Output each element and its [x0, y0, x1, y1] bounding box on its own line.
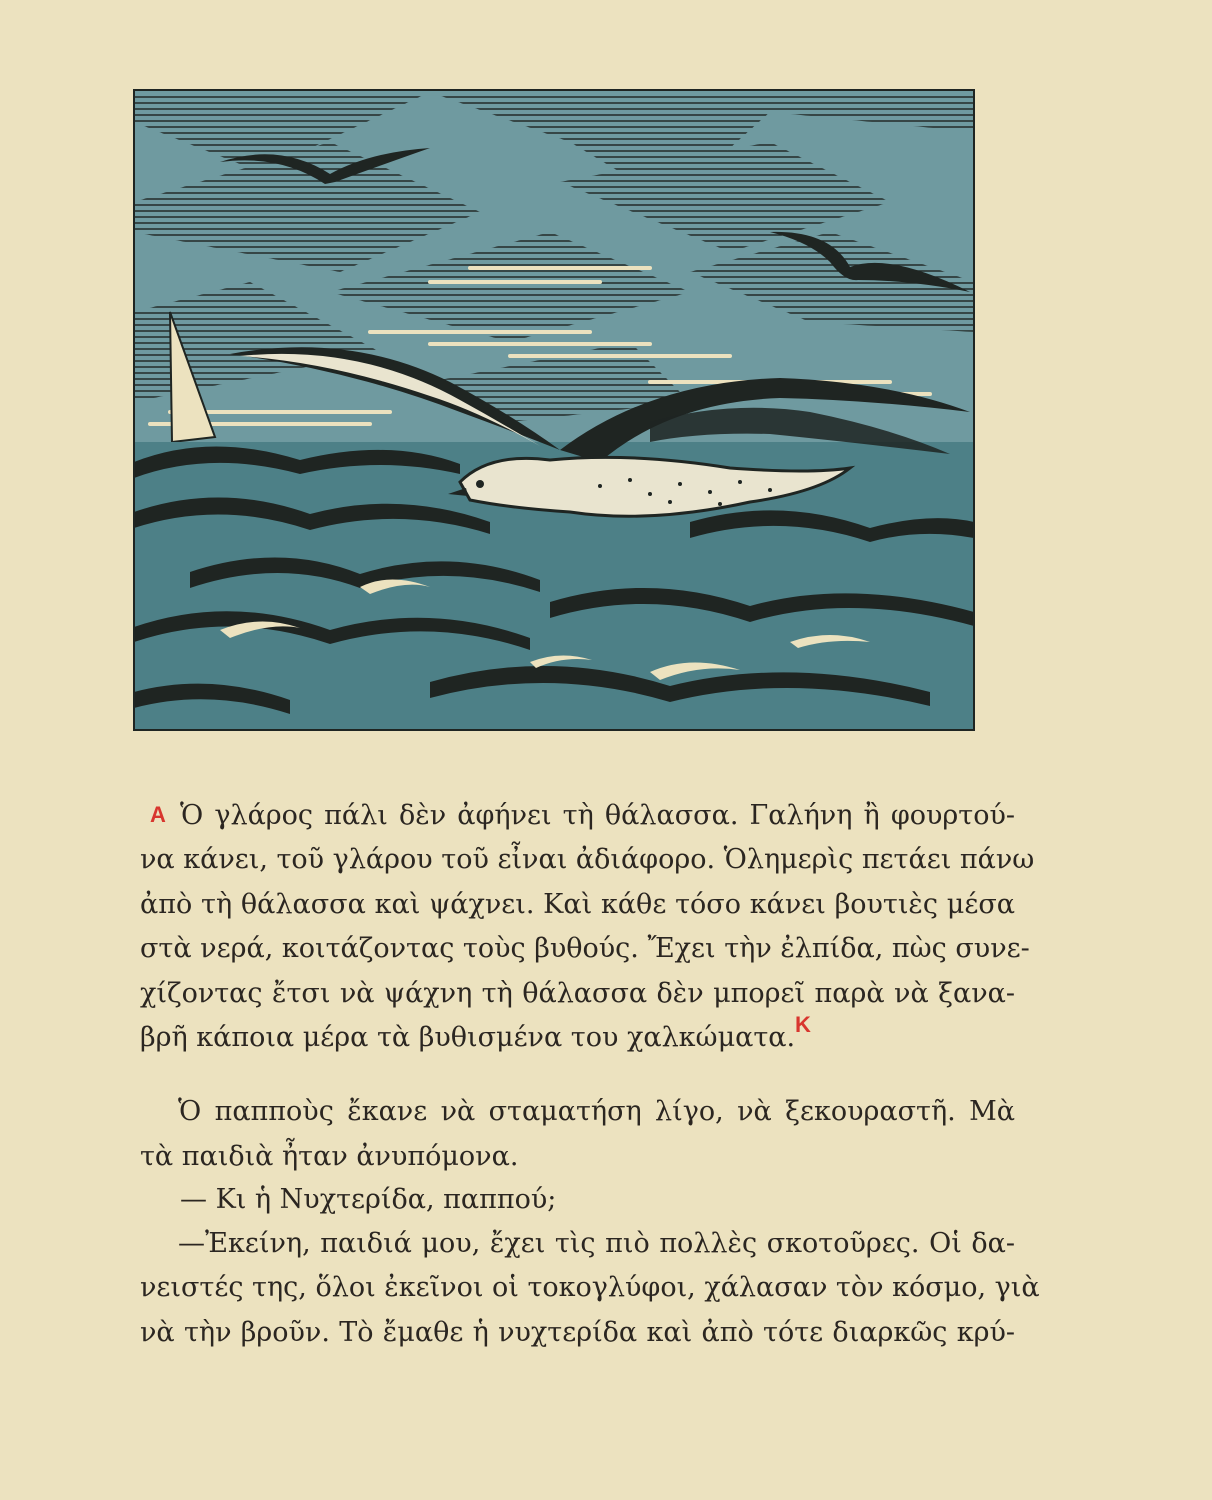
- dialogue-text: — Κι ἡ Νυχτερίδα, παππού;: [180, 1184, 557, 1215]
- text-line: βρῆ κάποια μέρα τὰ βυθισμένα του χαλκώματα.: [140, 1022, 796, 1053]
- paragraph-bat: [140, 1266, 1040, 1355]
- text-line: να κάνει, τοῦ γλάρου τοῦ εἶναι ἀδιάφορο. Ὁλημερὶς πετάει πάνω: [140, 844, 1035, 875]
- text-line: Ὁ παπποὺς ἔκανε νὰ σταματήση λίγο, νὰ ξεκουραστῆ. Μὰ: [178, 1096, 1015, 1127]
- text-line: χίζοντας ἔτσι νὰ ψάχνη τὴ θάλασσα δὲν μπορεῖ παρὰ νὰ ξανα-: [140, 977, 1015, 1009]
- text-line: —Ἐκείνη, παιδιά μου, ἔχει τὶς πιὸ πολλὲς σκοτοῦρες. Οἱ δα-: [178, 1228, 1015, 1259]
- dialogue-question: [180, 1178, 1015, 1223]
- text-line: τὰ παιδιὰ ἦταν ἀνυπόμονα.: [140, 1140, 519, 1172]
- paragraph-grandfather: [140, 1090, 1015, 1179]
- start-marker: A: [150, 802, 166, 827]
- text-line: ἀπὸ τὴ θάλασσα καὶ ψάχνει. Καὶ κάθε τόσο κάνει βουτιὲς μέσα: [140, 888, 1015, 920]
- paragraph-seagull: [180, 794, 1015, 839]
- text-line: νειστές της, ὅλοι ἐκεῖνοι οἱ τοκογλύφοι, χάλασαν τὸν κόσμο, γιὰ: [140, 1272, 1040, 1303]
- end-marker: K: [795, 1012, 811, 1037]
- seagull-illustration: [130, 82, 978, 732]
- text-line: νὰ τὴν βροῦν. Τὸ ἔμαθε ἡ νυχτερίδα καὶ ἀπὸ τότε διαρκῶς κρύ-: [140, 1316, 1015, 1348]
- paragraph-seagull-cont: [140, 838, 1035, 1061]
- paragraph-bat-first: [178, 1222, 1015, 1267]
- text-line: στὰ νερά, κοιτάζοντας τοὺς βυθούς. Ἔχει τὴν ἐλπίδα, πὼς συνε-: [140, 933, 1030, 964]
- text-line: Ὁ γλάρος πάλι δὲν ἀφήνει τὴ θάλασσα. Γαλήνη ἢ φουρτού-: [180, 800, 1015, 831]
